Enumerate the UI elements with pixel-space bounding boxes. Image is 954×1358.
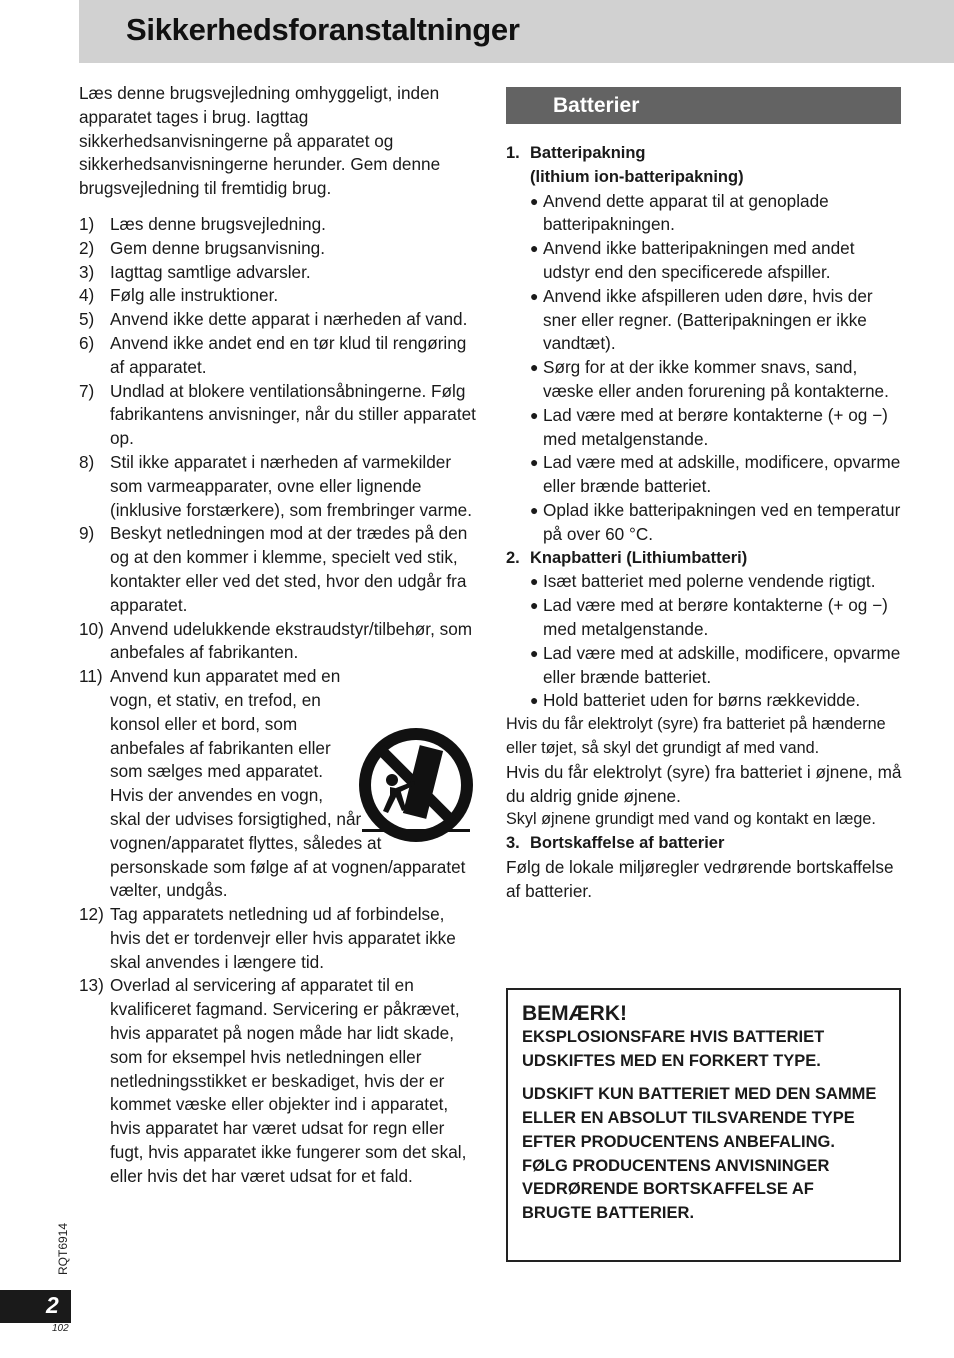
bullet-icon: ● [530, 501, 539, 518]
bullet-icon: ● [530, 406, 539, 423]
sub-page-number: 102 [52, 1323, 69, 1334]
bullet-text: Oplad ikke batteripakningen ved en temperatur på over 60 °C. [543, 499, 901, 544]
disposal-paragraph: Følg de lokale miljøregler vedrørende bortskaffelse af batterier. [506, 856, 894, 901]
rule-text-part-b: skal der udvises forsigtighed, når vognen/apparatet flyttes, således at personskade som følge af at vognen/apparatet vælter, undgås. [110, 808, 466, 901]
cart-tip-over-warning-icon [356, 725, 476, 843]
rule-8 [79, 451, 479, 522]
page-number: 2 [46, 1292, 59, 1318]
bullet-icon: ● [530, 287, 539, 304]
rule-text: Anvend ikke andet end en tør klud til rengøring af apparatet. [110, 332, 467, 377]
rule-text: Overlad al servicering af apparatet til en kvalificeret fagmand. Servicering er påkrævet, hvis apparatet på nogen måde har lidt skade, som for eksempel hvis netledningen eller netledningsstikket er beskadiget, hvis der er kommet væske eller objekter ind i apparatet, hvis apparatet har været udsat for regn eller fugt, hvis apparatet ikke fungerer som det skal, eller hvis det har været udsat for et fald. [110, 975, 467, 1186]
rule-text: Gem denne brugsanvisning. [110, 237, 325, 258]
rule-text: Tag apparatets netledning ud af forbindelse, hvis det er tordenvejr eller hvis apparatet ikke skal anvendes i længere tid. [110, 904, 456, 972]
bullet-item [506, 499, 906, 547]
bullet-text: Lad være med at berøre kontakterne (+ og −) med metalgenstande. [543, 404, 888, 449]
item-1-heading [506, 142, 906, 166]
rule-text: Stil ikke apparatet i nærheden af varmekilder som varmeapparater, ovne eller lignende (inklusive forstærkere), som frembringer varme. [110, 451, 472, 520]
bullet-text: Anvend dette apparat til at genoplade batteripakningen. [543, 190, 829, 235]
rule-6 [79, 332, 479, 380]
rule-text: Anvend udelukkende ekstraudstyr/tilbehør, som anbefales af fabrikanten. [110, 618, 473, 663]
bullet-icon: ● [530, 692, 539, 709]
safety-instructions-column [79, 82, 479, 1189]
rule-number: 5) [79, 309, 95, 330]
rule-number: 9) [79, 523, 95, 544]
rule-7 [79, 380, 479, 451]
bullet-icon: ● [530, 454, 539, 471]
electrolyte-eye-paragraph: Hvis du får elektrolyt (syre) fra batteriet i øjnene, må du aldrig gnide øjnene. [506, 761, 902, 806]
rule-text: Undlad at blokere ventilationsåbningerne. Følg fabrikantens anvisninger, når du stiller apparatet op. [110, 380, 476, 449]
rule-number: 2) [79, 237, 95, 258]
note-explosion-warning: EKSPLOSIONSFARE HVIS BATTERIET UDSKIFTES MED EN FORKERT TYPE. [522, 1028, 825, 1070]
bullet-item [506, 570, 906, 594]
section-header-batterier: Batterier [506, 87, 901, 124]
rule-2 [79, 237, 479, 261]
rule-number: 11) [79, 666, 103, 687]
rule-number: 4) [79, 285, 95, 306]
bullet-icon: ● [530, 192, 539, 209]
bullet-text: Lad være med at berøre kontakterne (+ og −) med metalgenstande. [543, 595, 888, 639]
rule-10 [79, 618, 479, 666]
bullet-item [506, 689, 906, 713]
item-title: Bortskaffelse af batterier [530, 834, 725, 853]
rule-9 [79, 522, 479, 617]
rinse-eyes-paragraph: Skyl øjnene grundigt med vand og kontakt en læge. [506, 810, 876, 829]
bullet-icon: ● [530, 597, 539, 614]
page-title: Sikkerhedsforanstaltninger [126, 12, 520, 47]
item-number: 1. [506, 144, 520, 162]
rule-number: 1) [79, 213, 95, 234]
rule-4 [79, 284, 479, 308]
bullet-text: Sørg for at der ikke kommer snavs, sand, væske eller anden forurening på kontakterne. [543, 357, 889, 401]
bullet-icon: ● [530, 240, 539, 257]
rule-12 [79, 903, 479, 974]
bullet-text: Anvend ikke afspilleren uden døre, hvis der sner eller regner. (Batteripakningen er ikke vandtæt). [543, 285, 873, 354]
electrolyte-skin-paragraph: Hvis du får elektrolyt (syre) fra batteriet på hænderne eller tøjet, så skyl det grundigt af med vand. [506, 715, 886, 757]
bullet-icon: ● [530, 359, 539, 376]
rule-number: 13) [79, 975, 104, 996]
bullet-text: Isæt batteriet med polerne vendende rigtigt. [543, 571, 876, 592]
item-title: Knapbatteri (Lithiumbatteri) [530, 548, 748, 567]
rule-number: 10) [79, 618, 104, 639]
bullet-item [506, 285, 906, 356]
rule-text: Beskyt netledningen mod at der trædes på den og at den kommer i klemme, specielt ved stik, kontakter eller ved det sted, hvor den udgår fra apparatet. [110, 523, 468, 615]
rule-number: 6) [79, 332, 95, 353]
item-number: 2. [506, 548, 520, 567]
bullet-text: Lad være med at adskille, modificere, opvarme eller brænde batteriet. [543, 642, 901, 687]
bullet-item [506, 190, 906, 238]
warning-note-box [506, 988, 901, 1262]
bullet-item [506, 404, 906, 452]
document-code: RQT6914 [56, 1222, 70, 1275]
rule-text: Følg alle instruktioner. [110, 285, 279, 306]
bullet-text: Anvend ikke batteripakningen med andet udstyr end den specificerede afspiller. [543, 238, 855, 282]
bullet-item [506, 356, 906, 404]
intro-paragraph: Læs denne brugsvejledning omhyggeligt, inden apparatet tages i brug. Iagttag sikkerhedsanvisningerne på apparatet og sikkerhedsanvisningerne herunder. Gem denne brugsvejledning til fremtidig brug. [79, 83, 441, 199]
rule-text: Iagttag samtlige advarsler. [110, 261, 311, 282]
item-1-subtitle: (lithium ion-batteripakning) [530, 167, 744, 186]
bullet-item [506, 237, 906, 285]
rule-text: Anvend ikke dette apparat i nærheden af vand. [110, 309, 468, 330]
rule-13 [79, 974, 479, 1188]
item-title: Batteripakning [530, 144, 646, 162]
rule-number: 3) [79, 261, 95, 282]
bullet-icon: ● [530, 644, 539, 661]
rule-text: Læs denne brugsvejledning. [110, 213, 326, 234]
item-number: 3. [506, 834, 520, 853]
note-title: BEMÆRK! [522, 1002, 627, 1025]
rule-3 [79, 261, 479, 285]
bullet-text: Hold batteriet uden for børns rækkevidde. [543, 690, 861, 711]
bullet-item [506, 642, 906, 690]
bullet-item [506, 594, 906, 642]
rule-number: 7) [79, 380, 95, 401]
batteries-column [506, 87, 906, 904]
title-bar [79, 0, 954, 63]
bullet-icon: ● [530, 573, 539, 590]
rule-number: 12) [79, 904, 104, 925]
item-3-heading [506, 832, 906, 856]
item-2-heading [506, 547, 906, 571]
bullet-item [506, 451, 906, 499]
rule-number: 8) [79, 451, 95, 472]
rule-1 [79, 213, 479, 237]
rule-5 [79, 308, 479, 332]
rule-text-part-a: Anvend kun apparatet med en vogn, et stativ, en trefod, en konsol eller et bord, som anbefales af fabrikanten eller som sælges med apparatet. Hvis der anvendes en vogn, [110, 666, 341, 806]
note-replacement-instruction: UDSKIFT KUN BATTERIET MED DEN SAMME ELLER EN ABSOLUT TILSVARENDE TYPE EFTER PRODUCENTENS ANBEFALING. FØLG PRODUCENTENS ANVISNINGER VEDRØRENDE BORTSKAFFELSE AF BRUGTE BATTERIER. [522, 1084, 877, 1223]
bullet-text: Lad være med at adskille, modificere, opvarme eller brænde batteriet. [543, 452, 901, 497]
page-number-tab [0, 1290, 71, 1323]
